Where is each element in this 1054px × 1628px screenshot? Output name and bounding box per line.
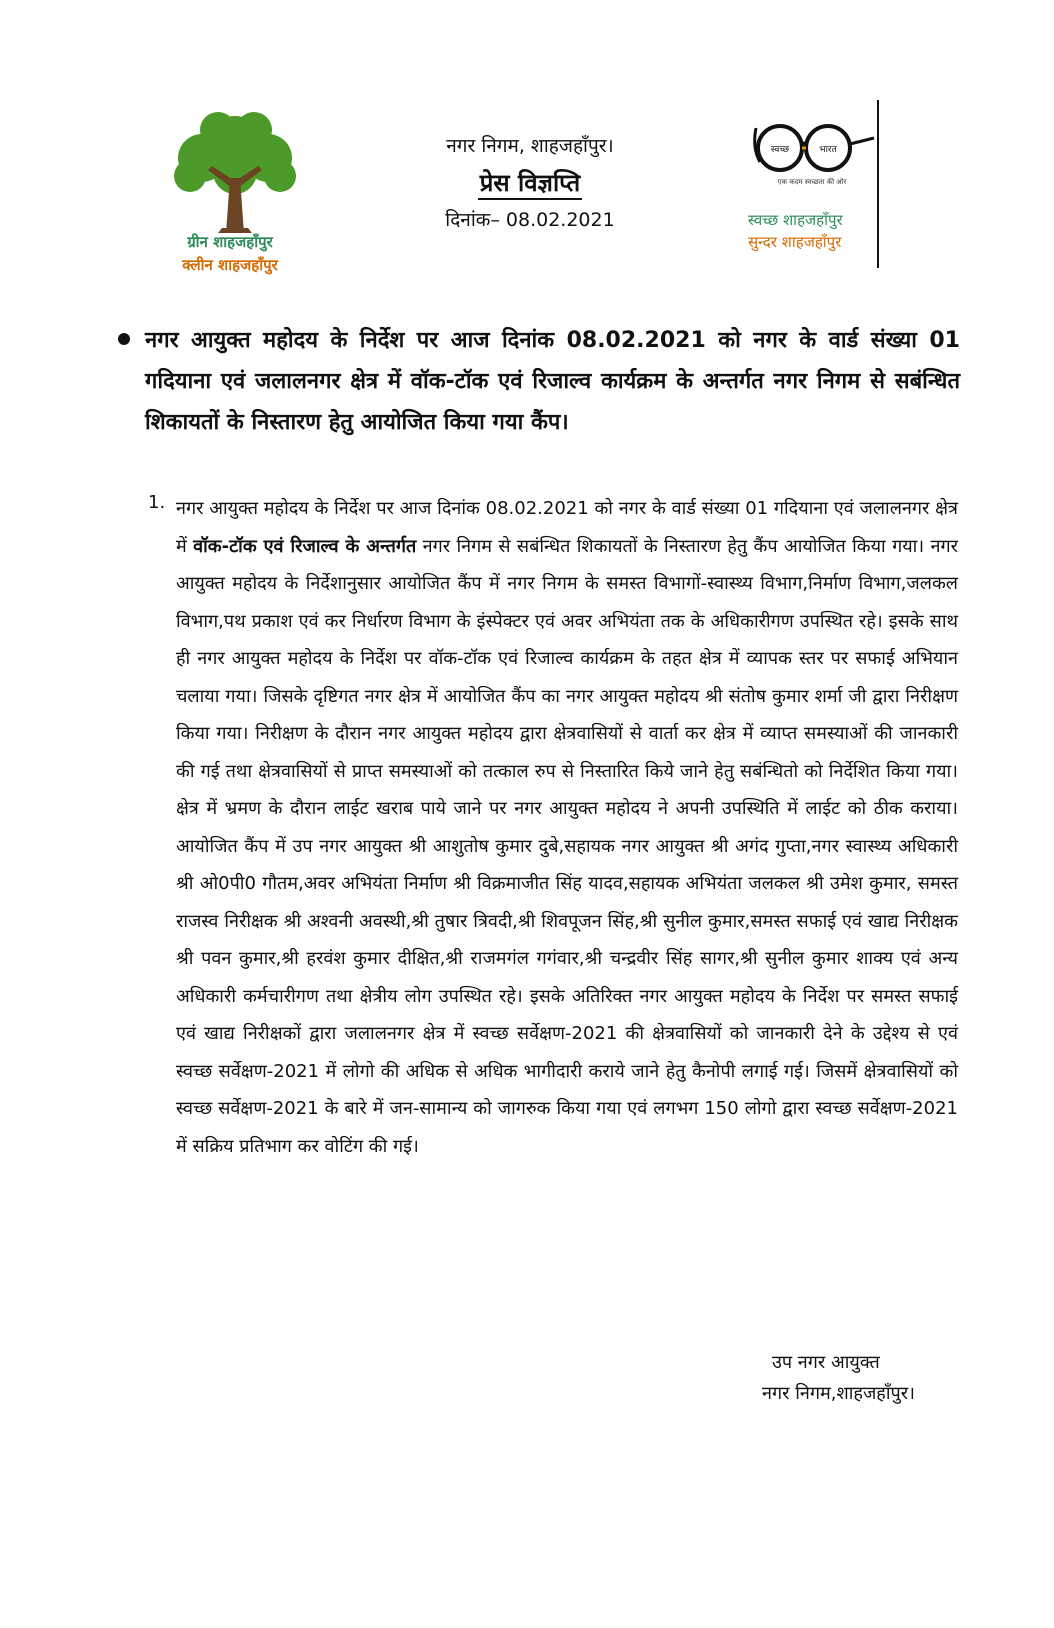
header-divider bbox=[877, 100, 879, 268]
page-title bbox=[330, 166, 730, 199]
swachh-tagline: एक कदम स्वच्छता की ओर bbox=[777, 178, 847, 186]
header-org: नगर निगम, शाहजहाँपुर। bbox=[446, 135, 614, 157]
signature-office: नगर निगम,शाहजहाँपुर। bbox=[762, 1383, 915, 1404]
paragraph-bold: वॉक-टॉक एवं रिजाल्व के अन्तर्गत bbox=[193, 535, 417, 557]
headline: नगर आयुक्त महोदय के निर्देश पर आज दिनांक 08.02.2021 को नगर के वार्ड संख्या 01 गदियाना एवं जलालनगर क्षेत्र में वॉक-टॉक एवं रिजाल्व कार्यक्रम के अन्तर्गत नगर निगम से सबंन्धित शिकायतों के निस्तारण हेतु आयोजित किया गया कैंप। bbox=[145, 328, 960, 435]
body-paragraph bbox=[176, 490, 958, 1165]
logo-right-line2: सुन्दर शाहजहाँपुर bbox=[748, 233, 842, 251]
page-title-text: प्रेस विज्ञप्ति bbox=[478, 169, 582, 200]
logo-left-line2: क्लीन शाहजहाँपुर bbox=[182, 256, 278, 274]
swachh-bharat-glasses-icon bbox=[748, 118, 878, 180]
bullet-icon bbox=[118, 333, 130, 345]
logo-left-line1: ग्रीन शाहजहाँपुर bbox=[187, 233, 273, 251]
paragraph-part1: नगर आयुक्त महोदय के निर्देश पर आज दिनांक 08.02.2021 को नगर के वार्ड संख्या 01 गदियाना एवं जलालनगर क्षेत्र में bbox=[176, 498, 958, 557]
paragraph-part2: नगर निगम से सबंन्धित शिकायतों के निस्तारण हेतु कैंप आयोजित किया गया। नगर आयुक्त महोदय के निर्देशानुसार आयोजित कैंप में नगर निगम के समस्त विभागों-स्वास्थ्य विभाग,निर्माण विभाग,जलकल विभाग,पथ प्रकाश एवं कर निर्धारण विभाग के इंस्पेक्टर एवं अवर अभियंता तक के अधिकारीगण उपस्थित रहे। इसके साथ ही नगर आयुक्त महोदय के निर्देश पर वॉक-टॉक एवं रिजाल्व कार्यक्रम के तहत क्षेत्र में व्यापक स्तर पर सफाई अभियान चलाया गया। जिसके दृष्टिगत नगर क्षेत्र में आयोजित कैंप का नगर आयुक्त महोदय श्री संतोष कुमार शर्मा जी द्वारा निरीक्षण किया गया। निरीक्षण के दौरान नगर आयुक्त महोदय द्वारा क्षेत्रवासियों से वार्ता कर क्षेत्र में व्याप्त समस्याओं की जानकारी की गई तथा क्षेत्रवासियों से प्राप्त समस्याओं को तत्काल रुप से निस्तारित किये जाने हेतु सबंन्धितो को निर्देशित किया गया। क्षेत्र में भ्रमण के दौरान लाईट खराब पाये जाने पर नगर आयुक्त महोदय ने अपनी उपस्थिति में लाईट को ठीक कराया। आयोजित कैंप में उप नगर आयुक्त श्री आशुतोष कुमार दुबे,सहायक नगर आयुक्त श्री अगंद गुप्ता,नगर स्वास्थ्य अधिकारी श्री ओ0पी0 गौतम,अवर अभियंता निर्माण श्री विक्रमाजीत सिंह यादव,सहायक अभियंता जलकल श्री उमेश कुमार, समस्त राजस्व निरीक्षक श्री अश्वनी अवस्थी,श्री तुषार त्रिवदी,श्री शिवपूजन सिंह,श्री सुनील कुमार,समस्त सफाई एवं खाद्य निरीक्षक श्री पवन कुमार,श्री हरवंश कुमार दीक्षित,श्री राजमगंल गगंवार,श्री चन्द्रवीर सिंह सागर,श्री सुनील कुमार शाक्य एवं अन्य अधिकारी कर्मचारीगण तथा क्षेत्रीय लोग उपस्थित रहे। इसके अतिरिक्त नगर आयुक्त महोदय के निर्देश पर समस्त सफाई एवं खाद्य निरीक्षकों द्वारा जलालनगर क्षेत्र में स्वच्छ सर्वेक्षण-2021 की क्षेत्रवासियों को जानकारी देने के उद्देश्य से एवं स्वच्छ सर्वेक्षण-2021 में लोगो की अधिक से अधिक भागीदारी कराये जाने हेतु कैनोपी लगाई गई। जिसमें क्षेत्रवासियों को स्वच्छ सर्वेक्षण-2021 के बारे में जन-सामान्य को जागरुक किया गया एवं लगभग 150 लोगो द्वारा स्वच्छ सर्वेक्षण-2021 में सक्रिय प्रतिभाग कर वोटिंग की गई। bbox=[176, 535, 958, 1157]
tree-logo-icon bbox=[160, 108, 310, 238]
glass-right-text: भारत bbox=[819, 145, 837, 155]
header-date: दिनांक– 08.02.2021 bbox=[445, 209, 615, 231]
glass-left-text: स्वच्छ bbox=[770, 145, 790, 155]
signature-designation: उप नगर आयुक्त bbox=[772, 1352, 880, 1373]
logo-right-line1: स्वच्छ शाहजहाँपुर bbox=[748, 211, 843, 229]
paragraph-number: 1. bbox=[148, 492, 166, 513]
